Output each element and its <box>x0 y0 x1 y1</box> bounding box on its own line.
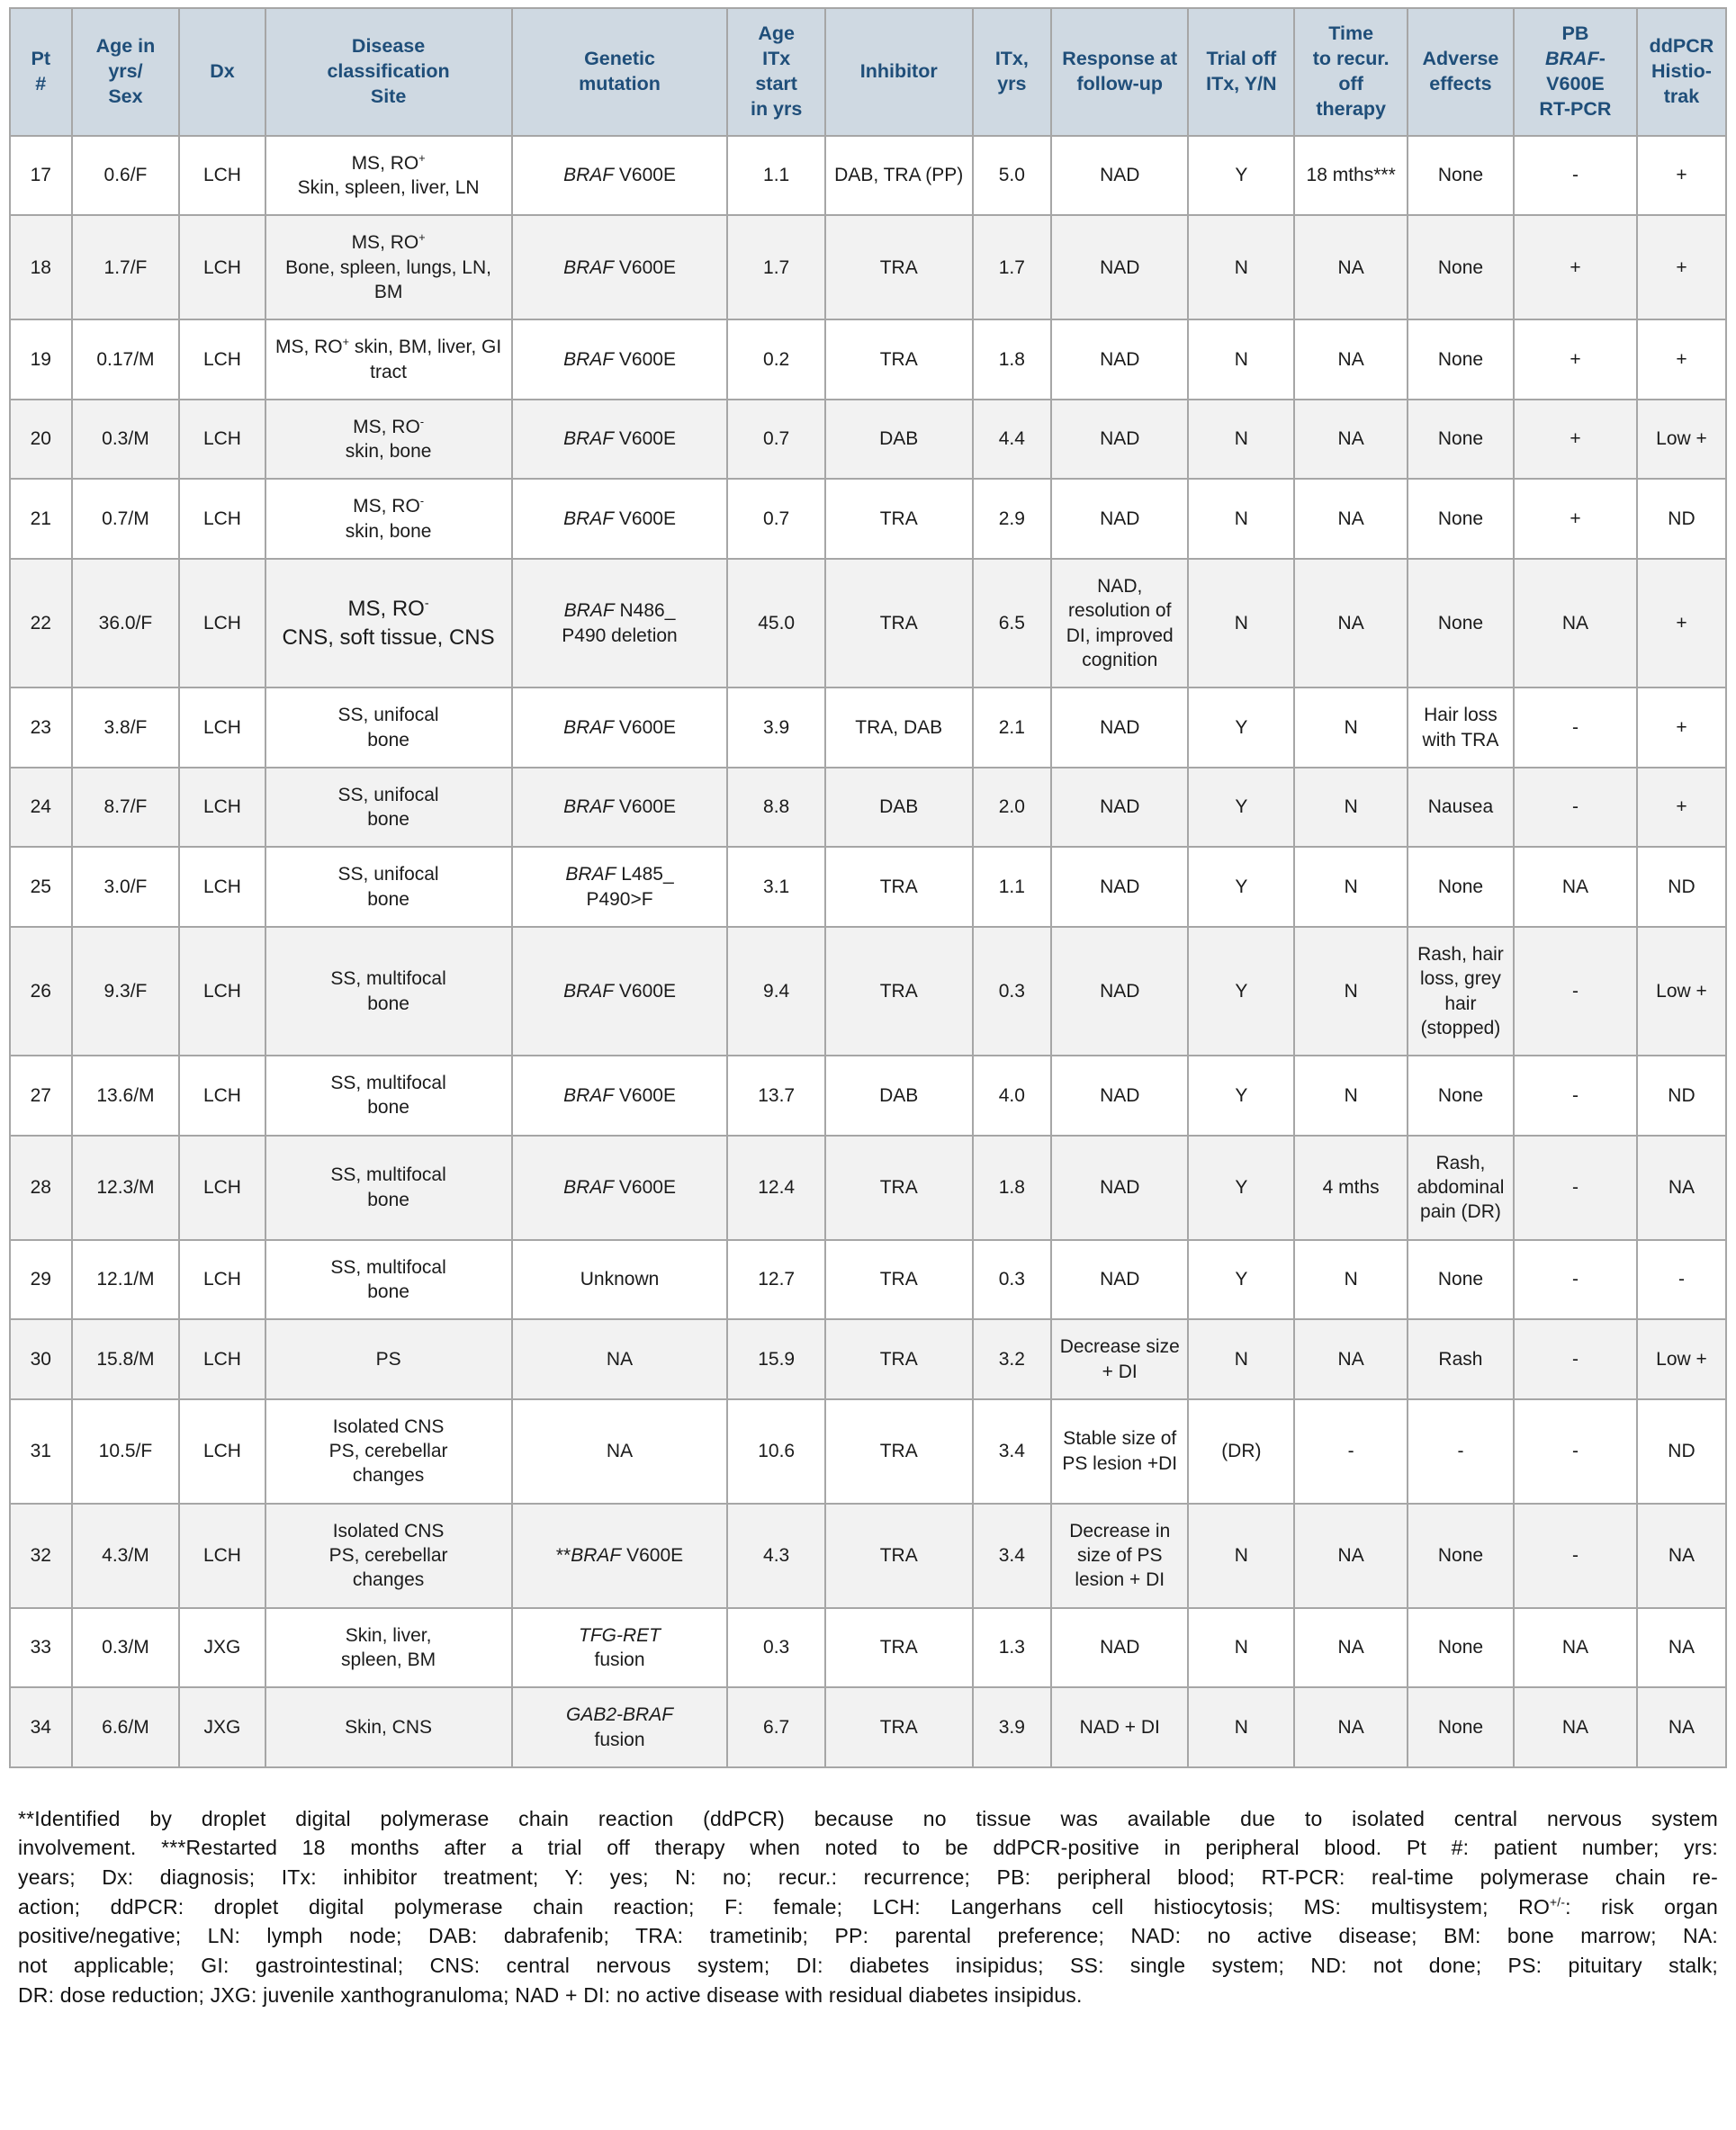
table-cell: None <box>1408 1056 1514 1136</box>
table-cell: 0.3 <box>973 1240 1052 1320</box>
table-cell: 26 <box>10 927 72 1056</box>
table-cell: 3.4 <box>973 1399 1052 1504</box>
table-cell: Y <box>1188 1056 1294 1136</box>
table-cell: N <box>1188 559 1294 688</box>
table-cell: MS, RO- skin, bone <box>265 479 512 559</box>
table-cell: NA <box>1294 1608 1408 1688</box>
table-cell: BRAF V600E <box>512 1056 728 1136</box>
table-cell: 3.9 <box>973 1687 1052 1767</box>
table-cell: 2.1 <box>973 688 1052 768</box>
table-cell: N <box>1294 927 1408 1056</box>
table-cell: + <box>1637 688 1726 768</box>
table-cell: Y <box>1188 136 1294 216</box>
table-cell: Y <box>1188 847 1294 927</box>
table-cell: NAD <box>1051 400 1188 480</box>
table-cell: 2.0 <box>973 768 1052 848</box>
table-cell: TRA <box>825 847 973 927</box>
table-cell: 0.3/M <box>72 1608 180 1688</box>
column-header: ddPCR Histio- trak <box>1637 8 1726 136</box>
table-cell: - <box>1637 1240 1726 1320</box>
table-cell: 22 <box>10 559 72 688</box>
table-cell: 3.8/F <box>72 688 180 768</box>
table-cell: 24 <box>10 768 72 848</box>
table-cell: LCH <box>179 400 265 480</box>
table-cell: JXG <box>179 1687 265 1767</box>
table-cell: 3.4 <box>973 1504 1052 1608</box>
table-cell: 1.1 <box>727 136 824 216</box>
table-cell: NA <box>1514 559 1637 688</box>
table-cell: + <box>1514 319 1637 400</box>
table-cell: 34 <box>10 1687 72 1767</box>
table-cell: N <box>1294 1056 1408 1136</box>
table-cell: - <box>1514 136 1637 216</box>
table-cell: NAD <box>1051 479 1188 559</box>
table-cell: 4.3/M <box>72 1504 180 1608</box>
table-cell: 31 <box>10 1399 72 1504</box>
table-cell: 4 mths <box>1294 1136 1408 1240</box>
table-cell: None <box>1408 400 1514 480</box>
table-cell: N <box>1188 1504 1294 1608</box>
footnote-line: action; ddPCR: droplet digital polymerase chain reaction; F: female; LCH: Langerhans cell histiocytosis; MS: multisystem; RO+/-: risk organ <box>18 1894 1718 1919</box>
table-cell: ND <box>1637 847 1726 927</box>
table-cell: 0.6/F <box>72 136 180 216</box>
table-cell: Skin, CNS <box>265 1687 512 1767</box>
table-row <box>10 1240 1726 1320</box>
footnote <box>18 1804 1718 2010</box>
table-cell: TRA <box>825 1136 973 1240</box>
table-cell: BRAF V600E <box>512 927 728 1056</box>
table-cell: LCH <box>179 319 265 400</box>
table-cell: NA <box>1637 1687 1726 1767</box>
table-header-row <box>10 8 1726 136</box>
table-cell: BRAF V600E <box>512 1136 728 1240</box>
table-row <box>10 1136 1726 1240</box>
table-cell: **BRAF V600E <box>512 1504 728 1608</box>
table-cell: + <box>1514 400 1637 480</box>
table-cell: 23 <box>10 688 72 768</box>
table-cell: SS, multifocal bone <box>265 1136 512 1240</box>
footnote-line: **Identified by droplet digital polymerase chain reaction (ddPCR) because no tissue was available due to isolated central nervous system <box>18 1806 1718 1830</box>
table-cell: MS, RO+ skin, BM, liver, GI tract <box>265 319 512 400</box>
table-cell: 1.7 <box>973 215 1052 319</box>
table-cell: MS, RO+ Skin, spleen, liver, LN <box>265 136 512 216</box>
table-cell: NA <box>1514 847 1637 927</box>
table-cell: 1.3 <box>973 1608 1052 1688</box>
table-cell: 9.4 <box>727 927 824 1056</box>
table-cell: ND <box>1637 479 1726 559</box>
table-cell: Decrease size + DI <box>1051 1319 1188 1399</box>
table-cell: BRAF N486_ P490 deletion <box>512 559 728 688</box>
footnote-line: involvement. ***Restarted 18 months after a trial off therapy when noted to be ddPCR-positive in peripheral blood. Pt #: patient number; yrs: <box>18 1836 1718 1860</box>
table-cell: + <box>1637 559 1726 688</box>
table-row <box>10 1504 1726 1608</box>
table-cell: NAD <box>1051 927 1188 1056</box>
table-cell: 3.2 <box>973 1319 1052 1399</box>
table-cell: NA <box>512 1399 728 1504</box>
table-cell: GAB2-BRAF fusion <box>512 1687 728 1767</box>
table-cell: 18 mths*** <box>1294 136 1408 216</box>
table-cell: 1.7 <box>727 215 824 319</box>
table-cell: BRAF V600E <box>512 136 728 216</box>
column-header: Adverse effects <box>1408 8 1514 136</box>
table-cell: N <box>1188 400 1294 480</box>
table-cell: LCH <box>179 1504 265 1608</box>
table-cell: NA <box>1637 1608 1726 1688</box>
table-cell: N <box>1188 215 1294 319</box>
table-cell: TRA <box>825 1240 973 1320</box>
table-cell: NAD <box>1051 1056 1188 1136</box>
table-cell: None <box>1408 319 1514 400</box>
table-cell: DAB <box>825 400 973 480</box>
table-cell: N <box>1188 1687 1294 1767</box>
table-cell: Decrease in size of PS lesion + DI <box>1051 1504 1188 1608</box>
table-cell: + <box>1637 136 1726 216</box>
patients-table <box>9 7 1727 1768</box>
table-row <box>10 927 1726 1056</box>
table-cell: Skin, liver, spleen, BM <box>265 1608 512 1688</box>
table-cell: NA <box>1514 1608 1637 1688</box>
table-cell: DAB <box>825 1056 973 1136</box>
table-cell: SS, multifocal bone <box>265 1056 512 1136</box>
table-cell: NA <box>1294 1687 1408 1767</box>
table-cell: LCH <box>179 1056 265 1136</box>
table-cell: TFG-RET fusion <box>512 1608 728 1688</box>
table-cell: 6.7 <box>727 1687 824 1767</box>
table-cell: None <box>1408 1608 1514 1688</box>
table-row <box>10 847 1726 927</box>
table-cell: 0.2 <box>727 319 824 400</box>
column-header: Age in yrs/ Sex <box>72 8 180 136</box>
table-cell: - <box>1514 1056 1637 1136</box>
table-cell: 0.7 <box>727 479 824 559</box>
table-cell: (DR) <box>1188 1399 1294 1504</box>
table-cell: + <box>1514 479 1637 559</box>
table-cell: NA <box>1294 479 1408 559</box>
table-cell: - <box>1408 1399 1514 1504</box>
table-cell: 20 <box>10 400 72 480</box>
table-cell: None <box>1408 479 1514 559</box>
table-cell: 10.5/F <box>72 1399 180 1504</box>
table-cell: N <box>1294 688 1408 768</box>
table-cell: LCH <box>179 479 265 559</box>
table-cell: Y <box>1188 927 1294 1056</box>
table-cell: SS, unifocal bone <box>265 688 512 768</box>
table-cell: 2.9 <box>973 479 1052 559</box>
table-cell: BRAF V600E <box>512 319 728 400</box>
table-cell: 28 <box>10 1136 72 1240</box>
table-cell: LCH <box>179 1136 265 1240</box>
table-cell: Y <box>1188 688 1294 768</box>
table-cell: Y <box>1188 768 1294 848</box>
table-cell: NAD <box>1051 1240 1188 1320</box>
table-cell: 18 <box>10 215 72 319</box>
table-cell: NA <box>1294 400 1408 480</box>
column-header: Disease classification Site <box>265 8 512 136</box>
table-cell: 6.5 <box>973 559 1052 688</box>
table-cell: NAD <box>1051 1136 1188 1240</box>
table-row <box>10 319 1726 400</box>
table-row <box>10 768 1726 848</box>
table-cell: 0.7 <box>727 400 824 480</box>
table-cell: 1.1 <box>973 847 1052 927</box>
table-cell: 1.7/F <box>72 215 180 319</box>
table-cell: N <box>1188 1608 1294 1688</box>
table-cell: NA <box>1637 1504 1726 1608</box>
table-cell: 12.3/M <box>72 1136 180 1240</box>
table-cell: Unknown <box>512 1240 728 1320</box>
table-row <box>10 688 1726 768</box>
table-cell: 25 <box>10 847 72 927</box>
table-cell: NA <box>1637 1136 1726 1240</box>
column-header: Pt # <box>10 8 72 136</box>
table-cell: TRA <box>825 1504 973 1608</box>
table-cell: - <box>1514 1504 1637 1608</box>
table-cell: - <box>1294 1399 1408 1504</box>
table-cell: LCH <box>179 927 265 1056</box>
table-cell: SS, unifocal bone <box>265 847 512 927</box>
table-cell: 45.0 <box>727 559 824 688</box>
table-cell: + <box>1514 215 1637 319</box>
table-cell: MS, RO+ Bone, spleen, lungs, LN, BM <box>265 215 512 319</box>
column-header: Dx <box>179 8 265 136</box>
table-cell: BRAF V600E <box>512 215 728 319</box>
table-cell: 21 <box>10 479 72 559</box>
table-cell: DAB, TRA (PP) <box>825 136 973 216</box>
table-cell: 0.17/M <box>72 319 180 400</box>
table-cell: BRAF V600E <box>512 479 728 559</box>
table-cell: - <box>1514 1319 1637 1399</box>
table-cell: JXG <box>179 1608 265 1688</box>
table-cell: LCH <box>179 847 265 927</box>
table-cell: DAB <box>825 768 973 848</box>
table-cell: None <box>1408 1687 1514 1767</box>
footnote-line: positive/negative; LN: lymph node; DAB: dabrafenib; TRA: trametinib; PP: parental preference; NAD: no active disease; BM: bone marrow; NA: <box>18 1924 1718 1948</box>
table-cell: 33 <box>10 1608 72 1688</box>
table-row <box>10 559 1726 688</box>
table-cell: BRAF V600E <box>512 768 728 848</box>
table-cell: 9.3/F <box>72 927 180 1056</box>
table-cell: None <box>1408 215 1514 319</box>
column-header: Inhibitor <box>825 8 973 136</box>
table-cell: Low + <box>1637 927 1726 1056</box>
table-cell: - <box>1514 927 1637 1056</box>
column-header: Time to recur. off therapy <box>1294 8 1408 136</box>
table-cell: 12.1/M <box>72 1240 180 1320</box>
table-cell: N <box>1188 319 1294 400</box>
table-cell: N <box>1294 1240 1408 1320</box>
column-header: Response at follow-up <box>1051 8 1188 136</box>
table-cell: 0.3 <box>973 927 1052 1056</box>
table-cell: 15.8/M <box>72 1319 180 1399</box>
table-row <box>10 1399 1726 1504</box>
table-cell: LCH <box>179 136 265 216</box>
table-cell: NAD <box>1051 319 1188 400</box>
table-cell: + <box>1637 319 1726 400</box>
table-cell: LCH <box>179 688 265 768</box>
table-cell: Rash, abdominal pain (DR) <box>1408 1136 1514 1240</box>
table-cell: 3.1 <box>727 847 824 927</box>
table-cell: SS, multifocal bone <box>265 927 512 1056</box>
table-cell: TRA <box>825 1399 973 1504</box>
table-row <box>10 1319 1726 1399</box>
table-cell: 29 <box>10 1240 72 1320</box>
table-cell: None <box>1408 1504 1514 1608</box>
table-row <box>10 1056 1726 1136</box>
table-cell: NA <box>1294 1319 1408 1399</box>
table-cell: - <box>1514 688 1637 768</box>
table-cell: - <box>1514 1240 1637 1320</box>
table-cell: 15.9 <box>727 1319 824 1399</box>
table-cell: Isolated CNS PS, cerebellar changes <box>265 1399 512 1504</box>
table-cell: ND <box>1637 1399 1726 1504</box>
table-cell: + <box>1637 768 1726 848</box>
table-cell: TRA, DAB <box>825 688 973 768</box>
table-cell: TRA <box>825 1608 973 1688</box>
column-header: Age ITx start in yrs <box>727 8 824 136</box>
table-cell: - <box>1514 768 1637 848</box>
table-cell: - <box>1514 1399 1637 1504</box>
table-cell: TRA <box>825 1687 973 1767</box>
table-cell: None <box>1408 559 1514 688</box>
table-cell: MS, RO- skin, bone <box>265 400 512 480</box>
table-cell: N <box>1294 768 1408 848</box>
table-cell: NA <box>1294 1504 1408 1608</box>
table-cell: NAD <box>1051 688 1188 768</box>
table-cell: Rash <box>1408 1319 1514 1399</box>
table-cell: 1.8 <box>973 319 1052 400</box>
table-cell: Y <box>1188 1240 1294 1320</box>
table-cell: 3.9 <box>727 688 824 768</box>
table-cell: SS, multifocal bone <box>265 1240 512 1320</box>
table-cell: Low + <box>1637 400 1726 480</box>
table-cell: TRA <box>825 479 973 559</box>
table-cell: NA <box>1294 215 1408 319</box>
table-cell: BRAF L485_ P490>F <box>512 847 728 927</box>
table-cell: 4.3 <box>727 1504 824 1608</box>
table-cell: 10.6 <box>727 1399 824 1504</box>
table-cell: LCH <box>179 768 265 848</box>
table-cell: Stable size of PS lesion +DI <box>1051 1399 1188 1504</box>
table-row <box>10 479 1726 559</box>
table-cell: + <box>1637 215 1726 319</box>
table-cell: Rash, hair loss, grey hair (stopped) <box>1408 927 1514 1056</box>
table-cell: 30 <box>10 1319 72 1399</box>
table-cell: NAD <box>1051 768 1188 848</box>
table-cell: TRA <box>825 215 973 319</box>
table-cell: 36.0/F <box>72 559 180 688</box>
table-cell: NAD, resolution of DI, improved cognition <box>1051 559 1188 688</box>
table-cell: 13.6/M <box>72 1056 180 1136</box>
footnote-line: years; Dx: diagnosis; ITx: inhibitor treatment; Y: yes; N: no; recur.: recurrence; PB: peripheral blood; RT-PCR: real-time polymerase chain re- <box>18 1865 1718 1890</box>
table-cell: Nausea <box>1408 768 1514 848</box>
table-cell: 32 <box>10 1504 72 1608</box>
table-cell: 0.3/M <box>72 400 180 480</box>
table-cell: 19 <box>10 319 72 400</box>
column-header: PB BRAF-V600E RT-PCR <box>1514 8 1637 136</box>
table-cell: N <box>1188 479 1294 559</box>
table-cell: NAD <box>1051 215 1188 319</box>
table-cell: Hair loss with TRA <box>1408 688 1514 768</box>
table-cell: Isolated CNS PS, cerebellar changes <box>265 1504 512 1608</box>
table-cell: 8.8 <box>727 768 824 848</box>
table-row <box>10 400 1726 480</box>
table-cell: NAD <box>1051 1608 1188 1688</box>
table-cell: N <box>1188 1319 1294 1399</box>
table-cell: MS, RO- CNS, soft tissue, CNS <box>265 559 512 688</box>
table-cell: LCH <box>179 1319 265 1399</box>
table-cell: 1.8 <box>973 1136 1052 1240</box>
table-cell: TRA <box>825 559 973 688</box>
table-cell: None <box>1408 136 1514 216</box>
table-cell: SS, unifocal bone <box>265 768 512 848</box>
table-cell: 3.0/F <box>72 847 180 927</box>
table-cell: LCH <box>179 215 265 319</box>
table-cell: BRAF V600E <box>512 400 728 480</box>
table-cell: 27 <box>10 1056 72 1136</box>
table-cell: TRA <box>825 1319 973 1399</box>
footnote-line: not applicable; GI: gastrointestinal; CNS: central nervous system; DI: diabetes insipidus; SS: single system; ND: not done; PS: pituitary stalk; <box>18 1954 1718 1978</box>
table-cell: None <box>1408 1240 1514 1320</box>
table-cell: None <box>1408 847 1514 927</box>
column-header: Trial off ITx, Y/N <box>1188 8 1294 136</box>
footnote-line: DR: dose reduction; JXG: juvenile xanthogranuloma; NAD + DI: no active disease with residual diabetes insipidus. <box>18 1982 1083 2007</box>
table-cell: NA <box>1514 1687 1637 1767</box>
table-cell: 8.7/F <box>72 768 180 848</box>
table-row <box>10 215 1726 319</box>
table-cell: 4.0 <box>973 1056 1052 1136</box>
table-cell: Y <box>1188 1136 1294 1240</box>
table-cell: LCH <box>179 1399 265 1504</box>
column-header: Genetic mutation <box>512 8 728 136</box>
table-row <box>10 1687 1726 1767</box>
table-cell: NA <box>1294 319 1408 400</box>
table-cell: PS <box>265 1319 512 1399</box>
table-row <box>10 136 1726 216</box>
table-cell: ND <box>1637 1056 1726 1136</box>
column-header: ITx, yrs <box>973 8 1052 136</box>
table-cell: BRAF V600E <box>512 688 728 768</box>
table-cell: Low + <box>1637 1319 1726 1399</box>
table-cell: NAD + DI <box>1051 1687 1188 1767</box>
table-cell: NA <box>1294 559 1408 688</box>
table-cell: 17 <box>10 136 72 216</box>
table-cell: LCH <box>179 1240 265 1320</box>
table-cell: 12.4 <box>727 1136 824 1240</box>
table-cell: NAD <box>1051 136 1188 216</box>
table-cell: TRA <box>825 927 973 1056</box>
table-cell: TRA <box>825 319 973 400</box>
table-cell: 5.0 <box>973 136 1052 216</box>
table-cell: - <box>1514 1136 1637 1240</box>
table-cell: 0.7/M <box>72 479 180 559</box>
table-cell: LCH <box>179 559 265 688</box>
table-cell: NA <box>512 1319 728 1399</box>
table-cell: 12.7 <box>727 1240 824 1320</box>
table-cell: NAD <box>1051 847 1188 927</box>
table-cell: 0.3 <box>727 1608 824 1688</box>
table-row <box>10 1608 1726 1688</box>
table-cell: 4.4 <box>973 400 1052 480</box>
table-cell: 13.7 <box>727 1056 824 1136</box>
table-cell: 6.6/M <box>72 1687 180 1767</box>
table-cell: N <box>1294 847 1408 927</box>
